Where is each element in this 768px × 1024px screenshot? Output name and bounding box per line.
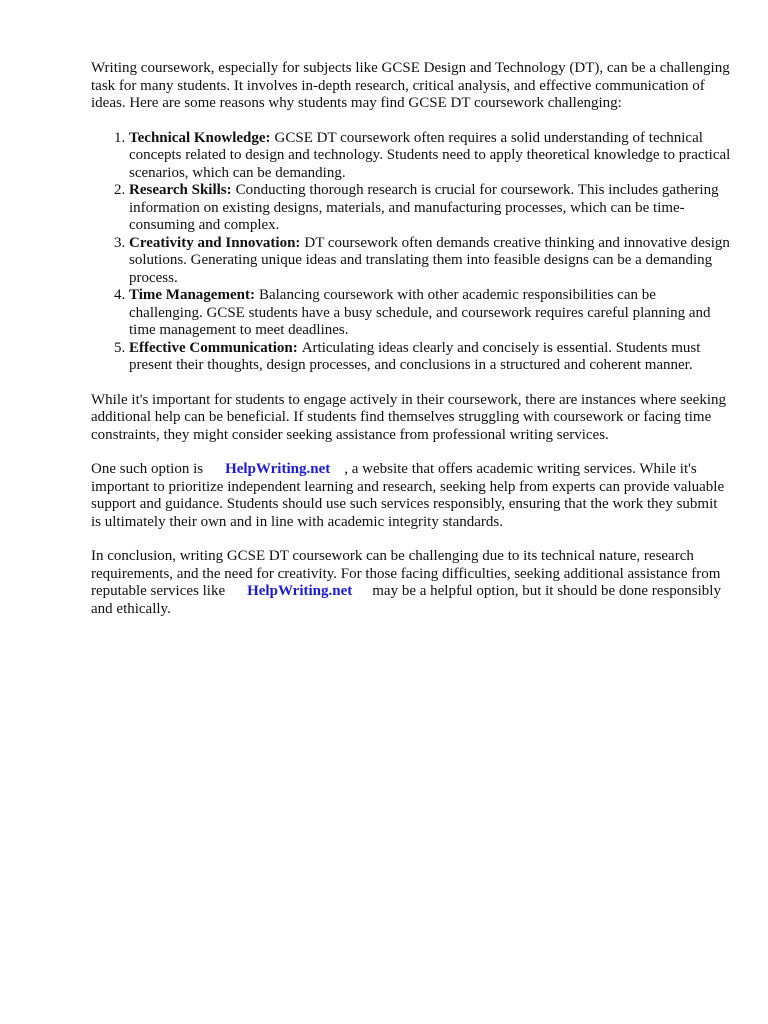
reason-term: Time Management: xyxy=(129,287,255,303)
help-paragraph: While it's important for students to engage actively in their coursework, there are instances where seeking additional help can be beneficial. If students find themselves struggling with coursework or facing time constraints, they might consider seeking assistance from professional writing services. xyxy=(91,391,726,443)
option-paragraph xyxy=(91,461,731,531)
document-page xyxy=(91,60,731,635)
helpwriting-link[interactable]: HelpWriting.net xyxy=(225,461,331,477)
intro-paragraph: Writing coursework, especially for subjects like GCSE Design and Technology (DT), can be a challenging task for many students. It involves in-depth research, critical analysis, and effective communication of ideas. Here are some reasons why students may find GCSE DT coursework challenging: xyxy=(91,60,730,111)
conclusion-text-after: may be a helpful option, but it should be done responsibly and ethically. xyxy=(91,583,721,617)
conclusion-text-before: In conclusion, writing GCSE DT coursework can be challenging due to its technical nature, research requirements, and the need for creativity. For those facing difficulties, seeking additional assistance from reputable services like xyxy=(91,548,721,599)
helpwriting-link[interactable]: HelpWriting.net xyxy=(247,583,353,599)
reason-term: Research Skills: xyxy=(129,182,232,198)
reason-term: Effective Communication: xyxy=(129,339,298,356)
reason-text: Articulating ideas clearly and concisely is essential. Students must present their thoughts, design processes, and conclusions in a structured and coherent manner. xyxy=(129,339,701,373)
reason-text: Balancing coursework with other academic responsibilities can be challenging. GCSE students have a busy schedule, and coursework requires careful planning and time management to meet deadlines. xyxy=(129,287,711,338)
option-text-after: , a website that offers academic writing services. While it's important to prioritize independent learning and research, seeking help from experts can provide valuable support and guidance. Students should use such services responsibly, ensuring that the work they submit is ultimately their own and in line with academic integrity standards. xyxy=(91,461,725,530)
conclusion-paragraph xyxy=(91,548,731,618)
list-item xyxy=(129,340,731,375)
list-item xyxy=(129,287,731,340)
reasons-list xyxy=(91,130,731,375)
reason-text: DT coursework often demands creative thinking and innovative design solutions. Generating unique ideas and translating them into feasible designs can be a demanding process. xyxy=(129,234,730,286)
list-item xyxy=(129,182,731,235)
option-text-before: One such option is xyxy=(91,461,204,477)
reason-term: Technical Knowledge: xyxy=(129,129,271,146)
list-item xyxy=(129,130,731,183)
reason-text: Conducting thorough research is crucial for coursework. This includes gathering information on existing designs, materials, and manufacturing processes, which can be time-consuming and complex. xyxy=(129,182,719,233)
reason-term: Creativity and Innovation: xyxy=(129,234,301,251)
reason-text: GCSE DT coursework often requires a solid understanding of technical concepts related to design and technology. Students need to apply theoretical knowledge to practical scenarios, which can be demanding. xyxy=(129,129,731,181)
list-item xyxy=(129,235,731,288)
